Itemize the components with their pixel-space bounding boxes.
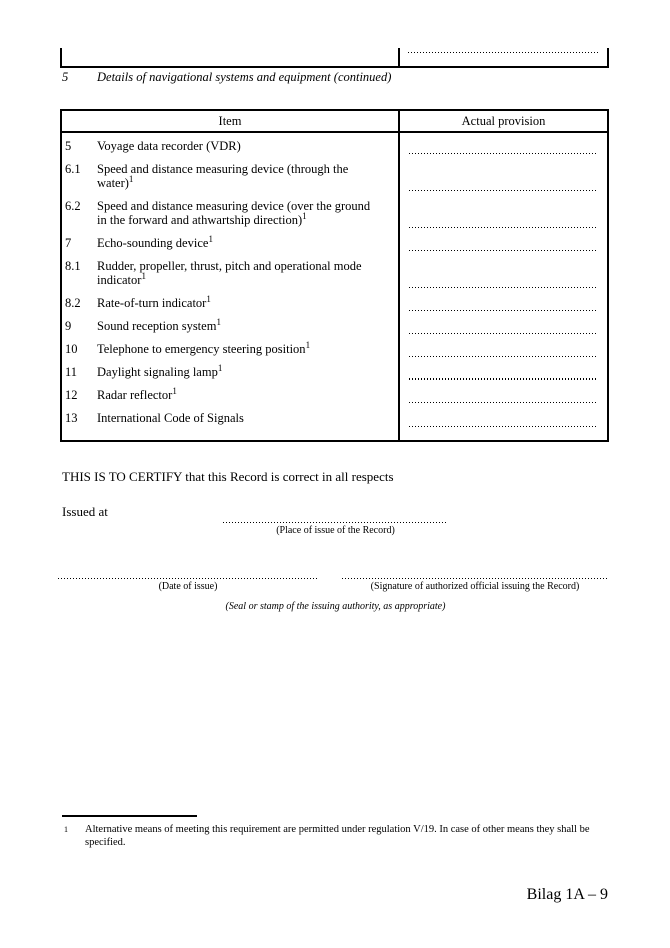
footnote-ref: 1 — [172, 385, 177, 396]
provision-fill-line — [409, 153, 598, 154]
signature-fill-line — [342, 578, 608, 579]
footnote — [62, 823, 605, 849]
row-number: 5 — [65, 139, 72, 153]
row-item-cell — [62, 336, 398, 359]
footnote-ref: 1 — [128, 173, 134, 184]
provision-fill-line — [409, 250, 598, 251]
footnote-ref: 1 — [208, 233, 213, 244]
table-row — [62, 230, 607, 253]
footnote-ref: 1 — [217, 362, 223, 373]
place-of-issue-group — [223, 522, 448, 536]
row-number: 9 — [65, 319, 72, 333]
table-row — [62, 359, 607, 382]
row-provision-cell — [398, 336, 607, 359]
footnote-rule — [62, 815, 197, 817]
section-title: Details of navigational systems and equipment (continued) — [97, 70, 392, 84]
row-item-label: International Code of Signals — [97, 411, 244, 425]
provision-fill-line — [409, 356, 598, 357]
row-item-cell — [62, 133, 398, 156]
footnote-ref: 1 — [141, 270, 146, 281]
row-item-text — [97, 385, 382, 402]
row-number: 11 — [65, 365, 78, 379]
table-row — [62, 290, 607, 313]
date-of-issue-group — [58, 578, 318, 592]
row-item-label: Rate-of-turn indicator — [97, 296, 207, 310]
section-number: 5 — [62, 70, 69, 84]
row-item-cell — [62, 313, 398, 336]
place-fill-line — [223, 522, 448, 523]
row-item-text — [97, 339, 382, 356]
row-provision-cell — [398, 290, 607, 313]
provision-fill-line — [409, 287, 598, 288]
footnote-ref: 1 — [216, 316, 221, 327]
row-item-label: Sound reception system — [97, 319, 217, 333]
row-item-text — [97, 316, 382, 333]
page-number: Bilag 1A – 9 — [526, 886, 608, 903]
row-item-cell — [62, 359, 398, 382]
fragment-column-divider — [398, 48, 400, 66]
footnote-text: Alternative means of meeting this requirement are permitted under regulation V/19. In case of other means they shall be specified. — [85, 824, 590, 848]
provision-fill-line — [409, 190, 598, 191]
signature-group — [342, 578, 608, 592]
footnote-ref: 1 — [305, 339, 311, 350]
footnote-ref: 1 — [206, 293, 211, 304]
row-item-cell — [62, 405, 398, 440]
provision-fill-line — [409, 310, 598, 311]
row-number: 7 — [65, 236, 72, 250]
previous-table-fragment — [60, 48, 609, 68]
row-item-text — [97, 411, 382, 425]
issued-at-label: Issued at — [62, 504, 108, 519]
footnote-ref: 1 — [302, 210, 307, 221]
table-row — [62, 133, 607, 156]
row-provision-cell — [398, 156, 607, 193]
row-item-cell — [62, 230, 398, 253]
fragment-fill-line — [408, 52, 600, 53]
row-provision-cell — [398, 313, 607, 336]
provision-fill-line — [409, 378, 598, 380]
item-column-header: Item — [218, 114, 242, 128]
provision-column-header: Actual provision — [398, 111, 607, 131]
date-caption: (Date of issue) — [158, 581, 218, 592]
row-number: 10 — [65, 342, 78, 356]
table-row — [62, 313, 607, 336]
certify-statement: THIS IS TO CERTIFY that this Record is correct in all respects — [62, 469, 394, 484]
row-number: 6.1 — [65, 162, 81, 176]
table-row — [62, 405, 607, 440]
equipment-table-body — [62, 133, 607, 440]
table-row — [62, 253, 607, 290]
row-item-text — [97, 259, 382, 287]
row-item-label: Speed and distance measuring device (over the ground in the forward and athwartship direction) — [97, 199, 371, 227]
row-number: 13 — [65, 411, 78, 425]
row-item-cell — [62, 156, 398, 193]
table-row — [62, 382, 607, 405]
row-item-cell — [62, 253, 398, 290]
row-provision-cell — [398, 193, 607, 230]
row-item-label: Daylight signaling lamp — [97, 365, 218, 379]
table-row — [62, 193, 607, 230]
row-number: 8.1 — [65, 259, 81, 273]
row-item-label: Radar reflector — [97, 388, 173, 402]
seal-caption: (Seal or stamp of the issuing authority, as appropriate) — [225, 601, 446, 612]
row-provision-cell — [398, 405, 607, 440]
row-item-text — [97, 293, 382, 310]
row-item-label: Speed and distance measuring device (through the water) — [97, 162, 349, 190]
table-header-row — [62, 111, 607, 133]
table-row — [62, 156, 607, 193]
signature-caption: (Signature of authorized official issuing the Record) — [370, 581, 580, 592]
row-item-cell — [62, 193, 398, 230]
row-number: 12 — [65, 388, 78, 402]
row-number: 6.2 — [65, 199, 81, 213]
row-item-label: Telephone to emergency steering position — [97, 342, 306, 356]
row-item-label: Echo-sounding device — [97, 236, 209, 250]
row-item-label: Voyage data recorder (VDR) — [97, 139, 241, 153]
row-item-cell — [62, 382, 398, 405]
provision-fill-line — [409, 402, 598, 403]
row-number: 8.2 — [65, 296, 81, 310]
row-provision-cell — [398, 133, 607, 156]
provision-fill-line — [409, 333, 598, 334]
provision-fill-line — [409, 426, 598, 427]
place-caption: (Place of issue of the Record) — [276, 525, 395, 536]
row-provision-cell — [398, 230, 607, 253]
row-item-text — [97, 233, 382, 250]
equipment-table — [60, 109, 609, 442]
row-item-text — [97, 139, 382, 153]
row-item-text — [97, 199, 382, 227]
row-item-text — [97, 362, 382, 379]
footnote-marker: 1 — [64, 825, 68, 834]
provision-fill-line — [409, 227, 598, 228]
row-provision-cell — [398, 382, 607, 405]
row-item-cell — [62, 290, 398, 313]
section-heading — [62, 70, 602, 85]
row-item-text — [97, 162, 382, 190]
row-provision-cell — [398, 253, 607, 290]
row-provision-cell — [398, 359, 607, 382]
date-fill-line — [58, 578, 318, 579]
table-row — [62, 336, 607, 359]
row-item-label: Rudder, propeller, thrust, pitch and operational mode indicator — [97, 259, 362, 287]
